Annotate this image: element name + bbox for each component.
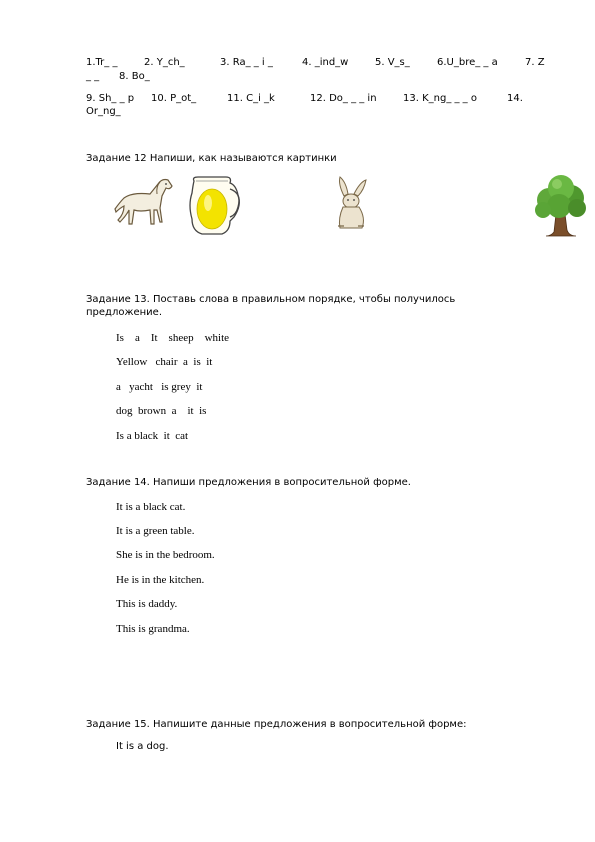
word-item: 8. Bo_ (119, 71, 150, 82)
word-item: _ _ (86, 71, 100, 82)
word-item: 9. Sh_ _ p (86, 93, 135, 104)
task13-item: Is a It sheep white (116, 332, 230, 344)
word-item: 6.U_bre_ _ a (437, 57, 498, 68)
word-item: 4. _ind_w (302, 57, 349, 68)
word-item: 7. Z (525, 57, 545, 68)
task14-item: This is grandma. (116, 623, 190, 635)
tree-picture (533, 174, 589, 238)
lemonade-jug-picture (186, 175, 244, 237)
task15-title: Задание 15. Напишите данные предложения в вопросительной форме: (86, 719, 467, 730)
task14-item: It is a green table. (116, 525, 195, 537)
task13-title-line2: предложение. (86, 307, 162, 318)
task15-item: It is a dog. (116, 741, 169, 752)
task12-title: Задание 12 Напиши, как называются картинки (86, 153, 337, 164)
task13-title-line1: Задание 13. Поставь слова в правильном порядке, чтобы получилось (86, 294, 456, 305)
word-item: 13. K_ng_ _ _ o (403, 93, 477, 104)
task13-item: a yacht is grey it (116, 381, 203, 393)
word-item: 11. C_i _k (227, 93, 275, 104)
task14-item: This is daddy. (116, 598, 178, 610)
rabbit-picture (330, 176, 372, 232)
word-item: 14. (507, 93, 523, 104)
word-item: 5. V_s_ (375, 57, 410, 68)
task14-item: She is in the bedroom. (116, 549, 215, 561)
word-item: 3. Ra_ _ i _ (220, 57, 273, 68)
task13-item: Yellow chair a is it (116, 356, 213, 368)
task14-item: It is a black cat. (116, 501, 186, 513)
word-item: Or_ng_ (86, 106, 121, 117)
word-item: 10. P_ot_ (151, 93, 197, 104)
horse-picture (110, 172, 176, 238)
word-item: 2. Y_ch_ (144, 57, 185, 68)
task14-item: He is in the kitchen. (116, 574, 205, 586)
task13-item: Is a black it cat (116, 430, 189, 442)
task13-item: dog brown a it is (116, 405, 207, 417)
word-item: 12. Do_ _ _ in (310, 93, 377, 104)
word-item: 1.Tr_ _ (86, 57, 118, 68)
task14-title: Задание 14. Напиши предложения в вопросительной форме. (86, 477, 411, 488)
